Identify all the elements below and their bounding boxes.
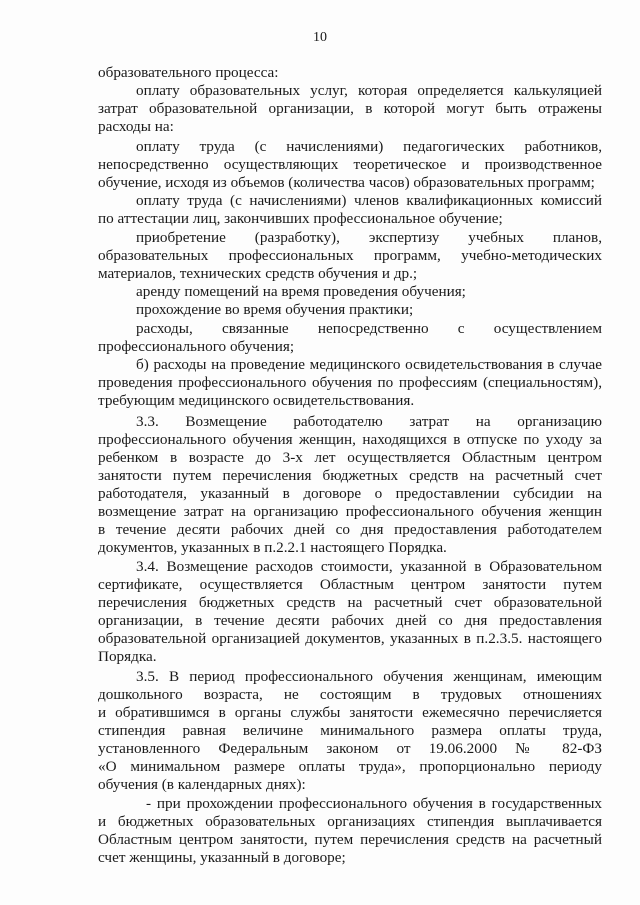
text-line: счет женщины, указанный в договоре; (98, 849, 346, 866)
text-line: прохождение во время обучения практики; (136, 301, 414, 318)
text-line: сертификате, осуществляется Областным центром занятости путем (98, 576, 602, 593)
text-line: по аттестации лиц, закончивших профессиональное обучение; (98, 210, 503, 227)
text-line: затрат образовательной организации, в которой могут быть отражены (98, 100, 602, 117)
text-line: «О минимальном размере оплаты труда», пропорционально периоду (98, 758, 602, 775)
text-line: установленного Федеральным законом от 19.06.2000 № 82-ФЗ (98, 740, 602, 757)
text-line: Порядка. (98, 648, 157, 665)
text-line: образовательных профессиональных программ, учебно-методических (98, 247, 602, 264)
text-line: расходы, связанные непосредственно с осуществлением (136, 320, 602, 337)
text-line: работодателя, указанный в договоре о предоставлении субсидии на (98, 485, 602, 502)
text-line: аренду помещений на время проведения обучения; (136, 283, 466, 300)
text-line: стипендия равная величине минимального размера оплаты труда, (98, 722, 602, 739)
text-line: ребенком в возрасте до 3-х лет осуществляется Областным центром (98, 449, 602, 466)
text-line: 3.3. Возмещение работодателю затрат на организацию (136, 413, 602, 430)
text-line: в течение десяти рабочих дней со дня предоставления работодателем (98, 521, 602, 538)
text-line: Областным центром занятости, путем перечисления средств на расчетный (98, 831, 602, 848)
text-line: документов, указанных в п.2.2.1 настоящего Порядка. (98, 539, 447, 556)
text-line: оплату труда (с начислениями) членов квалификационных комиссий (136, 192, 602, 209)
text-line: дошкольного возраста, не состоящим в трудовых отношениях (98, 686, 602, 703)
text-line: профессионального обучения женщин, находящихся в отпуске по уходу за (98, 431, 602, 448)
text-line: возмещение затрат на организацию профессионального обучения женщин (98, 503, 602, 520)
text-line: и обратившимся в органы службы занятости ежемесячно перечисляется (98, 704, 602, 721)
text-line: непосредственно осуществляющих теоретическое и производственное (98, 156, 602, 173)
text-line: требующим медицинского освидетельствования. (98, 392, 415, 409)
text-line: 3.4. Возмещение расходов стоимости, указанной в Образовательном (136, 558, 602, 575)
text-line: оплату труда (с начислениями) педагогических работников, (136, 138, 602, 155)
text-line: профессионального обучения; (98, 338, 295, 355)
text-line: проведения профессионального обучения по профессиям (специальностям), (98, 374, 602, 391)
text-line: оплату образовательных услуг, которая определяется калькуляцией (136, 82, 602, 99)
text-line: занятости путем перечисления бюджетных средств на расчетный счет (98, 467, 602, 484)
text-line: - при прохождении профессионального обучения в государственных (146, 795, 602, 812)
text-line: и бюджетных образовательных организациях стипендия выплачивается (98, 813, 602, 830)
text-line: приобретение (разработку), экспертизу учебных планов, (136, 229, 602, 246)
text-line: перечисления бюджетных средств на расчетный счет образовательной (98, 594, 602, 611)
text-line: расходы на: (98, 118, 174, 135)
text-line: организации, в течение десяти рабочих дней со дня предоставления (98, 612, 602, 629)
text-line: б) расходы на проведение медицинского освидетельствования в случае (136, 356, 602, 373)
text-line: материалов, технических средств обучения и др.; (98, 265, 418, 282)
text-line: образовательного процесса: (98, 64, 279, 81)
page-number: 10 (313, 30, 327, 45)
text-line: образовательной организацией документов, указанных в п.2.3.5. настоящего (98, 630, 602, 647)
text-line: 3.5. В период профессионального обучения женщинам, имеющим (136, 668, 602, 685)
text-line: обучение, исходя из объемов (количества часов) образовательных программ; (98, 174, 595, 191)
text-line: обучения (в календарных днях): (98, 776, 306, 793)
